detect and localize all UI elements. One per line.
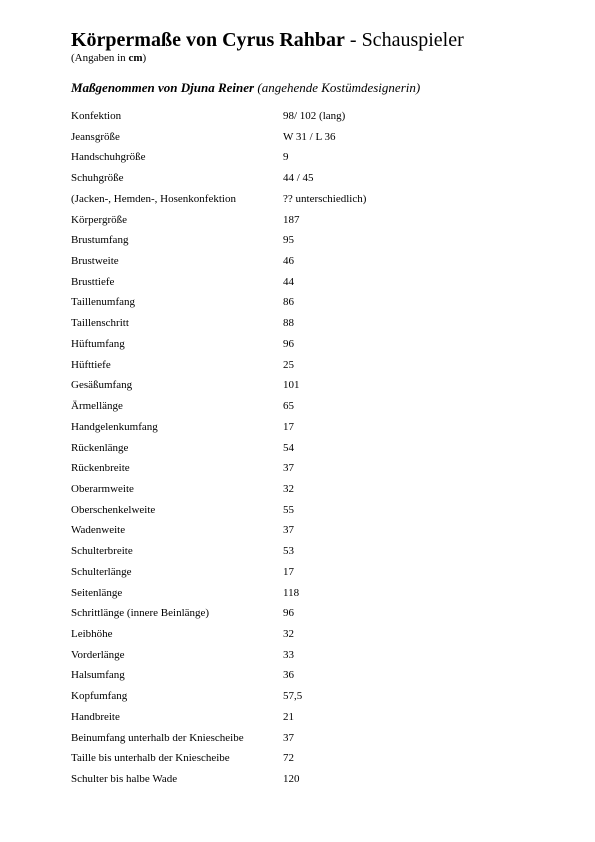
measurement-value: 32 [283, 627, 294, 640]
table-row [71, 150, 551, 171]
page-title [71, 28, 464, 52]
measurement-value: 55 [283, 503, 294, 516]
measurement-label: Konfektion [71, 110, 122, 122]
measurement-label: Gesäßumfang [71, 379, 133, 392]
table-row [71, 275, 551, 296]
table-row [71, 586, 551, 607]
measurement-value: ?? unterschiedlich) [283, 192, 367, 205]
table-row [71, 710, 551, 731]
measured-by-line [71, 80, 420, 96]
measurement-value: 21 [283, 710, 294, 723]
measurement-label: Halsumfang [71, 669, 125, 682]
measurement-value: 9 [283, 151, 289, 164]
table-row [71, 503, 551, 524]
table-row [71, 130, 551, 151]
table-row [71, 544, 551, 565]
measurement-value: 57,5 [283, 690, 303, 703]
measurement-label: Jeansgröße [71, 130, 120, 143]
table-row [71, 295, 551, 316]
table-row [71, 420, 551, 441]
title-separator: - [344, 29, 362, 51]
measurement-value: 187 [283, 213, 300, 226]
measurement-label: Wadenweite [71, 524, 126, 537]
table-row [71, 523, 551, 544]
table-row [71, 772, 551, 793]
measurement-label: Hüftumfang [71, 337, 125, 350]
measurement-value: 96 [283, 607, 294, 620]
measurement-value: 32 [283, 482, 294, 495]
measurement-value: 72 [283, 752, 294, 765]
measurement-value: 17 [283, 565, 294, 578]
measurement-value: 86 [283, 296, 294, 309]
measurement-value: 44 / 45 [283, 172, 314, 185]
measurement-label: Handgelenkumfang [71, 420, 158, 433]
measurement-label: Schuhgröße [71, 172, 124, 185]
measurement-value: 65 [283, 400, 294, 413]
table-row [71, 441, 551, 462]
units-note-prefix: (Angaben in [71, 52, 129, 64]
measurement-value: 101 [283, 379, 300, 392]
measurement-label: Schulterbreite [71, 545, 133, 558]
measurement-value: 118 [283, 586, 300, 599]
measurement-label: Beinumfang unterhalb der Kniescheibe [71, 731, 244, 744]
measurement-value: 33 [283, 648, 294, 661]
measurement-label: Taille bis unterhalb der Kniescheibe [71, 752, 230, 765]
units-note [71, 52, 146, 65]
measurement-value: 53 [283, 545, 294, 558]
measurement-value: 120 [283, 773, 300, 785]
measurement-label: Taillenschritt [71, 317, 129, 330]
measurement-label: Vorderlänge [71, 648, 125, 661]
measurement-label: Taillenumfang [71, 296, 135, 309]
measurement-value: 96 [283, 337, 294, 350]
table-row [71, 627, 551, 648]
measurement-label: Oberarmweite [71, 482, 134, 495]
measurements-table [71, 109, 551, 793]
measurement-label: Rückenbreite [71, 462, 130, 475]
measured-by-role: (angehende Kostümdesignerin) [254, 80, 421, 95]
measurement-value: 37 [283, 731, 294, 744]
table-row [71, 399, 551, 420]
measurement-label: (Jacken-, Hemden-, Hosenkonfektion [71, 192, 236, 205]
title-name: Körpermaße von Cyrus Rahbar [71, 29, 345, 51]
measurement-label: Leibhöhe [71, 627, 113, 640]
units-note-unit: cm [128, 52, 143, 64]
table-row [71, 668, 551, 689]
table-row [71, 192, 551, 213]
measurement-label: Schulter bis halbe Wade [71, 773, 178, 785]
measurement-value: 17 [283, 420, 294, 433]
units-note-suffix: ) [142, 52, 147, 64]
measurement-value: 37 [283, 524, 294, 537]
table-row [71, 337, 551, 358]
measurement-label: Seitenlänge [71, 586, 123, 599]
measurement-label: Körpergröße [71, 213, 127, 226]
table-row [71, 482, 551, 503]
table-row [71, 461, 551, 482]
measurement-value: 54 [283, 441, 294, 454]
measurement-label: Ärmellänge [71, 400, 123, 413]
measurement-label: Brustweite [71, 255, 119, 268]
table-row [71, 606, 551, 627]
table-row [71, 233, 551, 254]
measurement-label: Hüfttiefe [71, 358, 111, 371]
measurement-value: 36 [283, 669, 294, 682]
measurement-label: Schrittlänge (innere Beinlänge) [71, 607, 210, 620]
measurement-value: 25 [283, 358, 294, 371]
table-row [71, 358, 551, 379]
table-row [71, 648, 551, 669]
table-row [71, 689, 551, 710]
measurement-value: 95 [283, 234, 294, 247]
measurement-label: Schulterlänge [71, 565, 132, 578]
measurement-value: 98/ 102 (lang) [283, 110, 346, 122]
table-row [71, 565, 551, 586]
measurement-value: 44 [283, 275, 294, 288]
measurement-label: Brusttiefe [71, 275, 115, 288]
table-row [71, 213, 551, 234]
measurement-label: Brustumfang [71, 234, 129, 247]
table-row [71, 109, 551, 130]
table-row [71, 731, 551, 752]
measurement-label: Handschuhgröße [71, 151, 146, 164]
measured-by-name: Maßgenommen von Djuna Reiner [71, 80, 255, 95]
measurement-value: 88 [283, 317, 294, 330]
measurement-label: Kopfumfang [71, 690, 128, 703]
table-row [71, 254, 551, 275]
table-row [71, 171, 551, 192]
measurement-label: Handbreite [71, 710, 120, 723]
table-row [71, 378, 551, 399]
measurement-value: W 31 / L 36 [283, 130, 336, 143]
measurement-label: Rückenlänge [71, 441, 129, 454]
measurement-value: 46 [283, 255, 294, 268]
table-row [71, 751, 551, 772]
table-row [71, 316, 551, 337]
measurement-value: 37 [283, 462, 294, 475]
title-role: Schauspieler [361, 29, 464, 51]
measurement-label: Oberschenkelweite [71, 503, 156, 516]
